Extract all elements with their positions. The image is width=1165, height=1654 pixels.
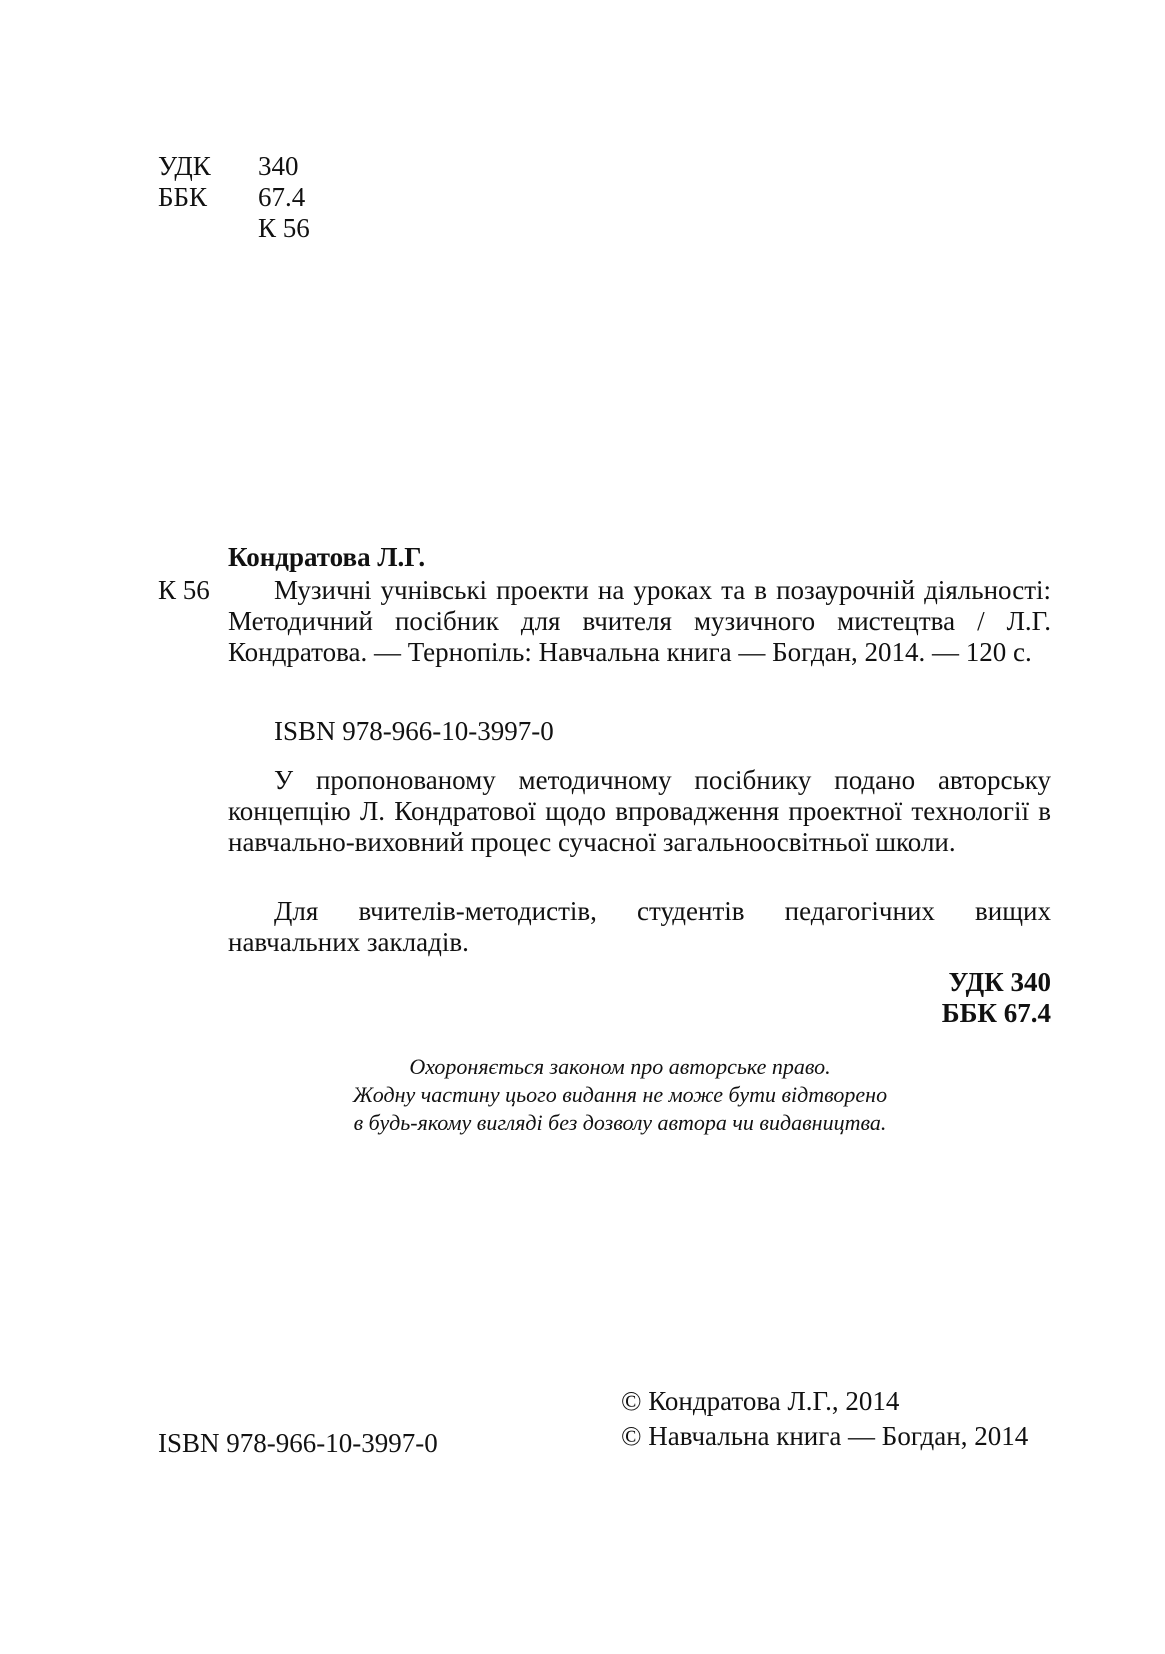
code-value: 340 (258, 151, 299, 181)
notice-line: Жодну частину цього видання не може бути відтворено (352, 1082, 888, 1107)
bbk-code-row (158, 182, 310, 213)
author-sign-row (158, 213, 310, 244)
code-label: ББК (158, 182, 208, 212)
isbn-main: ISBN 978-966-10-3997-0 (274, 716, 554, 746)
code-label (158, 213, 258, 244)
copyright-notice (250, 1053, 990, 1137)
udk-right: УДК 340 (948, 967, 1051, 997)
notice-line: Охороняється законом про авторське право. (409, 1054, 831, 1079)
isbn-bottom: ISBN 978-966-10-3997-0 (158, 1428, 438, 1458)
code-value: К 56 (258, 213, 310, 243)
udk-code-row (158, 151, 310, 182)
classification-right (942, 967, 1051, 1029)
target-audience: Для вчителів-методистів, студентів педагогічних вищих навчальних закладів. (228, 896, 1051, 957)
copyright-publisher: © Навчальна книга — Богдан, 2014 (621, 1421, 1029, 1451)
code-value: 67.4 (258, 182, 306, 212)
bibliographic-description: Музичні учнівські проекти на уроках та в позаурочній діяльності: Методичний посібник для вчителя музичного мистецтва / Л.Г. Кондратова. — Тернопіль: Навчальна книга — Богдан, 2014. — 120 с. (228, 575, 1051, 667)
annotation-summary: У пропонованому методичному посібнику подано авторську концепцію Л. Кондратової щодо впровадження проектної технології в навчально-виховний процес сучасної загальноосвітньої школи. (228, 765, 1051, 857)
code-label: УДК (158, 151, 211, 181)
classification-codes (158, 151, 310, 244)
author-name: Кондратова Л.Г. (228, 542, 426, 572)
copyright-author: © Кондратова Л.Г., 2014 (621, 1386, 900, 1416)
notice-line: в будь-якому вигляді без дозволу автора чи видавництва. (353, 1110, 887, 1135)
catalog-code: К 56 (158, 575, 210, 605)
copyright-holders (621, 1384, 1028, 1454)
bbk-right: ББК 67.4 (941, 998, 1051, 1028)
